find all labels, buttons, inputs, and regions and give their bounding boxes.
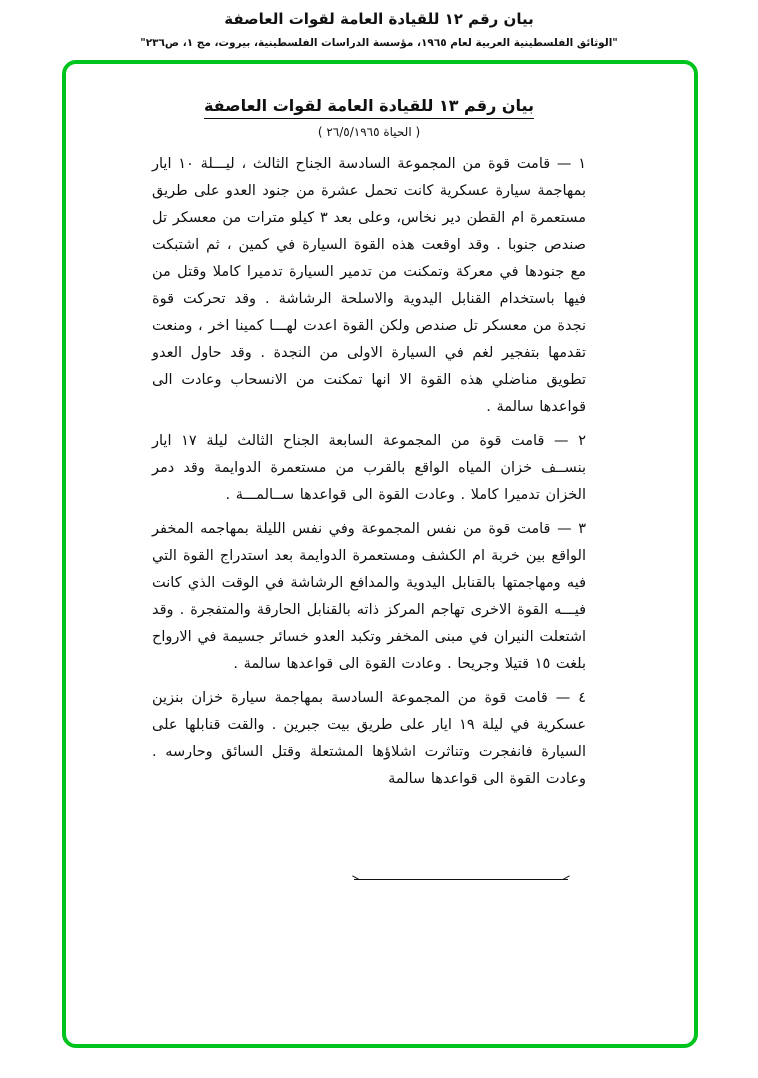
divider-line <box>354 879 568 880</box>
paragraph-1: ١ — قامت قوة من المجموعة السادسة الجناح الثالث ، ليـــلة ١٠ ايار بمهاجمة سيارة عسكرية كانت تحمل عشرة من جنود العدو على طريق مستعمرة ام القطن دير نخاس، وعلى بعد ٣ كيلو مترات من معسكر تل صندص جنوبا . وقد اوقعت هذه القوة السيارة في كمين ، ثم اشتبكت مع جنودها في معركة وتمكنت من تدمير السيارة تدميرا كاملا وقتل من فيها باستخدام القنابل اليدوية والاسلحة الرشاشة . وقد تحركت قوة نجدة من معسكر تل صندص ولكن القوة اعدت لهـــا كمينا اخر ، ومنعت تقدمها بتفجير لغم في السيارة الاولى من النجدة . وقد حاول العدو تطويق مناضلي هذه القوة الا انها تمكنت من الانسحاب وعادت الى قواعدها سالمة . <box>152 156 586 415</box>
page-title: بيان رقم ١٢ للقيادة العامة لقوات العاصفة <box>224 10 534 28</box>
document-date-line: ( الحياة ٢٦/٥/١٩٦٥ ) <box>317 125 421 139</box>
paragraph-4: ٤ — قامت قوة من المجموعة السادسة بمهاجمة سيارة خزان بنزين عسكرية في ليلة ١٩ ايار على طريق بيت جبرين . والقت قنابلها على السيارة فانفجرت وتناثرت اشلاؤها المشتعلة وقتل السائق وحارسه . وعادت القوة الى قواعدها سالمة <box>152 690 586 787</box>
document-title: بيان رقم ١٣ للقيادة العامة لقوات العاصفة <box>204 96 534 119</box>
paragraph-2: ٢ — قامت قوة من المجموعة السابعة الجناح الثالث ليلة ١٧ ايار بنســف خزان المياه الواقع بالقرب من مستعمرة الدوايمة وقد دمر الخزان تدميرا كاملا . وعادت القوة الى قواعدها ســالمـــة . <box>152 433 586 503</box>
source-citation: "الوثائق الفلسطينية العربية لعام ١٩٦٥، مؤسسة الدراسات الفلسطينية، بيروت، مج ١، ص٢٣٦" <box>140 37 618 49</box>
paragraph-3: ٣ — قامت قوة من نفس المجموعة وفي نفس الليلة بمهاجمه المخفر الواقع بين خربة ام الكشف ومستعمرة الدوايمة بعد استدراج القوة التي فيه ومهاجمتها بالقنابل اليدوية والمدافع الرشاشة في الوقت الذي كانت فيـــه القوة الاخرى تهاجم المركز ذاته بالقنابل الحارقة والمتفجرة . وقد اشتعلت النيران في مبنى المخفر وتكبد العدو خسائر جسيمة في الارواح بلغت ١٥ قتيلا وجريحا . وعادت القوة الى قواعدها سالمة . <box>152 521 586 672</box>
page-header <box>0 10 758 49</box>
document-title-wrap <box>152 96 586 119</box>
document-body <box>152 96 586 880</box>
